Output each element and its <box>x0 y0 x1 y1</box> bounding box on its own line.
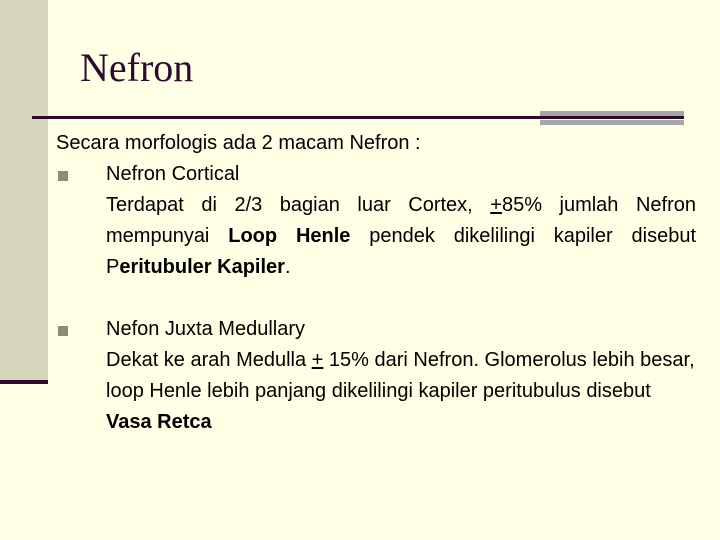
list-item-nefron-cortical <box>56 159 696 283</box>
slide-body <box>56 128 696 438</box>
desc-text: pendek dikelilingi kapiler disebut P <box>106 225 697 278</box>
item-heading: Nefron Cortical <box>106 163 240 185</box>
plus-minus-symbol: + <box>311 349 324 371</box>
intro-text: Secara morfologis ada 2 macam Nefron : <box>56 132 421 154</box>
list-item-nefon-juxta-medullary <box>56 314 696 438</box>
title-rule <box>32 116 684 119</box>
term-loop-henle: Loop Henle <box>228 225 351 247</box>
desc-text: 15% dari Nefron. Glomerolus lebih besar, loop Henle lebih panjang dikelilingi kapiler peritubulus disebut <box>106 349 695 402</box>
slide-title: Nefron <box>80 45 194 90</box>
desc-text: Dekat ke arah Medulla <box>106 349 312 371</box>
desc-text: . <box>284 256 291 278</box>
desc-text: Terdapat di 2/3 bagian luar Cortex, <box>106 194 491 216</box>
plus-minus-symbol: + <box>490 194 502 216</box>
title-rule-grey-bottom <box>540 120 684 125</box>
item-description <box>106 345 696 438</box>
left-decorative-bar <box>0 0 48 380</box>
term-peritubuler-kapiler: eritubuler Kapiler <box>119 256 285 278</box>
square-bullet-icon <box>58 171 68 181</box>
item-description <box>106 190 696 283</box>
left-bar-accent <box>0 380 48 384</box>
term-vasa-retca: Vasa Retca <box>106 411 212 433</box>
item-heading: Nefon Juxta Medullary <box>106 318 305 340</box>
desc-text: 85% jumlah Nefron mempunyai <box>106 194 696 247</box>
square-bullet-icon <box>58 326 68 336</box>
